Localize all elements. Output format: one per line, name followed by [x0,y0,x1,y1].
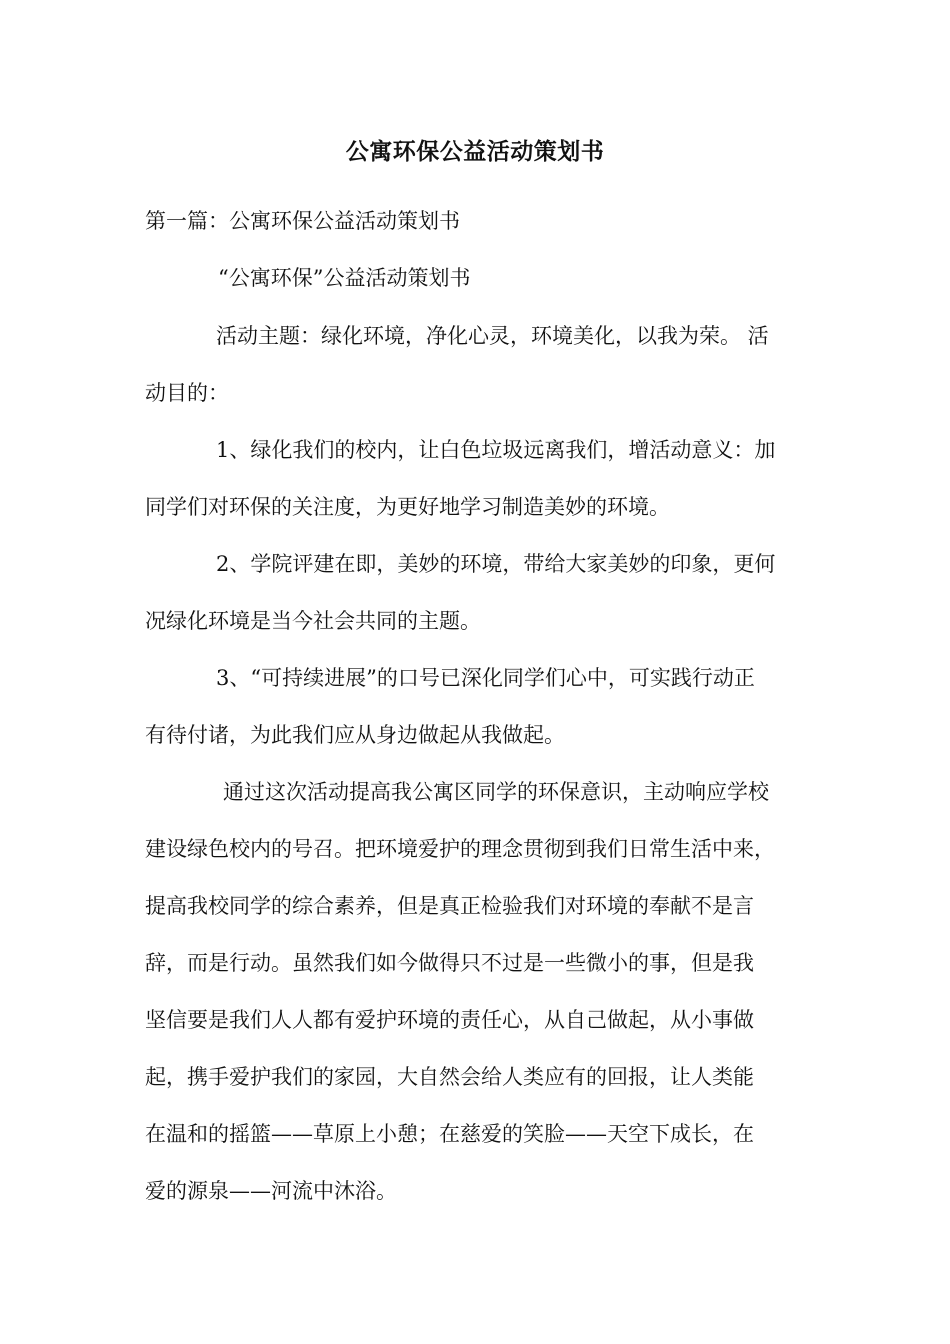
paragraph-line: 况绿化环境是当今社会共同的主题。 [145,609,481,633]
paragraph-line: 坚信要是我们人人都有爱护环境的责任心，从自己做起，从小事做 [145,1008,754,1032]
paragraph-line: 2、学院评建在即，美妙的环境，带给大家美妙的印象，更何 [216,552,776,576]
paragraph-line: 有待付诸，为此我们应从身边做起从我做起。 [145,723,565,747]
paragraph-line: 3、“可持续进展”的口号已深化同学们心中，可实践行动正 [216,666,755,690]
paragraph-line: 建设绿色校内的号召。把环境爱护的理念贯彻到我们日常生活中来， [145,837,775,861]
paragraph-line: 提高我校同学的综合素养，但是真正检验我们对环境的奉献不是言 [145,894,754,918]
document-title: 公寓环保公益活动策划书 [345,138,605,165]
paragraph-line: 动目的： [145,381,229,405]
paragraph-line: 1、绿化我们的校内，让白色垃圾远离我们，增活动意义：加 [216,438,776,462]
paragraph-line: 起，携手爱护我们的家园，大自然会给人类应有的回报，让人类能 [145,1065,754,1089]
section-heading: 第一篇：公寓环保公益活动策划书 [145,209,460,233]
paragraph-line: 同学们对环保的关注度，为更好地学习制造美妙的环境。 [145,495,670,519]
paragraph-line: 爱的源泉——河流中沐浴。 [145,1179,397,1203]
paragraph-line: 辞，而是行动。虽然我们如今做得只不过是一些微小的事，但是我 [145,951,754,975]
paragraph-line: 在温和的摇篮——草原上小憩；在慈爱的笑脸——天空下成长，在 [145,1122,754,1146]
subtitle: “公寓环保”公益活动策划书 [218,266,471,290]
paragraph-line: 通过这次活动提高我公寓区同学的环保意识，主动响应学校 [223,780,769,804]
paragraph-line: 活动主题：绿化环境，净化心灵，环境美化，以我为荣。 活 [216,324,769,348]
